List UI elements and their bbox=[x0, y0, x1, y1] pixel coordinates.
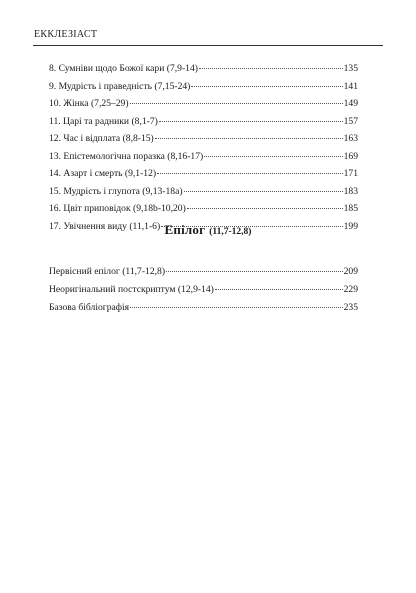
toc-entry-page: 157 bbox=[343, 115, 358, 127]
toc-entry-title: 15. Мудрість і глупота (9,13-18а) bbox=[49, 185, 183, 197]
toc-entry bbox=[49, 281, 358, 299]
toc-entry-page: 235 bbox=[343, 302, 358, 313]
dot-leader bbox=[199, 68, 343, 69]
dot-leader bbox=[204, 156, 342, 157]
toc-entry-title: 14. Азарт і смерть (9,1-12) bbox=[49, 168, 157, 179]
toc-entry bbox=[49, 78, 358, 96]
dot-leader bbox=[187, 208, 343, 209]
toc-entry-title: 9. Мудрість і праведність (7,15-24) bbox=[49, 80, 191, 92]
toc-entry-title: 16. Цвіт приповідок (9,18b-10,20) bbox=[49, 203, 186, 214]
toc-entry bbox=[49, 165, 358, 183]
toc-entry-title: 11. Царі та радники (8,1-7) bbox=[49, 115, 158, 127]
running-header: ЕККЛЕЗІАСТ bbox=[34, 29, 98, 40]
toc-entry-page: 199 bbox=[343, 220, 358, 232]
dot-leader bbox=[166, 271, 343, 272]
toc-entry-page: 183 bbox=[343, 185, 358, 197]
dot-leader bbox=[215, 289, 343, 290]
toc-entry-title: Первісний епілог (11,7-12,8) bbox=[49, 266, 166, 277]
toc-entry bbox=[49, 299, 358, 317]
toc-entry-title: Базова бібліографія bbox=[49, 302, 130, 313]
toc-main-list bbox=[49, 60, 358, 235]
toc-entry-title: 12. Час і відплата (8,8-15) bbox=[49, 133, 154, 144]
toc-entry bbox=[49, 263, 358, 281]
dot-leader bbox=[130, 307, 343, 308]
toc-entry-page: 163 bbox=[343, 133, 358, 144]
toc-entry bbox=[49, 130, 358, 148]
toc-entry bbox=[49, 113, 358, 131]
toc-entry-page: 209 bbox=[343, 266, 358, 277]
toc-entry-page: 141 bbox=[343, 80, 358, 92]
toc-epilogue-list bbox=[49, 263, 358, 317]
toc-entry-page: 229 bbox=[343, 284, 358, 295]
toc-entry-title: 13. Епістемологічна поразка (8,16-17) bbox=[49, 150, 204, 162]
toc-entry-page: 169 bbox=[343, 150, 358, 162]
dot-leader bbox=[191, 86, 342, 87]
toc-entry-page: 185 bbox=[343, 203, 358, 214]
toc-entry-page: 171 bbox=[343, 168, 358, 179]
dot-leader bbox=[184, 191, 343, 192]
toc-entry-title: 17. Увічнення виду (11,1-6) bbox=[49, 220, 161, 232]
dot-leader bbox=[130, 103, 343, 104]
toc-entry-title: 10. Жінка (7,25–29) bbox=[49, 98, 129, 109]
toc-entry bbox=[49, 183, 358, 201]
header-rule bbox=[33, 45, 383, 46]
toc-entry bbox=[49, 60, 358, 78]
toc-entry bbox=[49, 148, 358, 166]
toc-entry-page: 135 bbox=[343, 63, 358, 74]
epilogue-heading-ref: (11,7-12,8) bbox=[209, 227, 252, 237]
toc-entry-title: Неоригінальний постскриптум (12,9-14) bbox=[49, 284, 214, 295]
epilogue-heading bbox=[0, 221, 416, 239]
epilogue-heading-title: Епілог bbox=[164, 222, 206, 237]
dot-leader bbox=[155, 138, 343, 139]
toc-entry bbox=[49, 200, 358, 218]
toc-entry bbox=[49, 95, 358, 113]
toc-entry-title: 8. Сумніви щодо Божої кари (7,9-14) bbox=[49, 63, 198, 74]
toc-entry-page: 149 bbox=[343, 98, 358, 109]
dot-leader bbox=[159, 121, 343, 122]
dot-leader bbox=[157, 173, 343, 174]
